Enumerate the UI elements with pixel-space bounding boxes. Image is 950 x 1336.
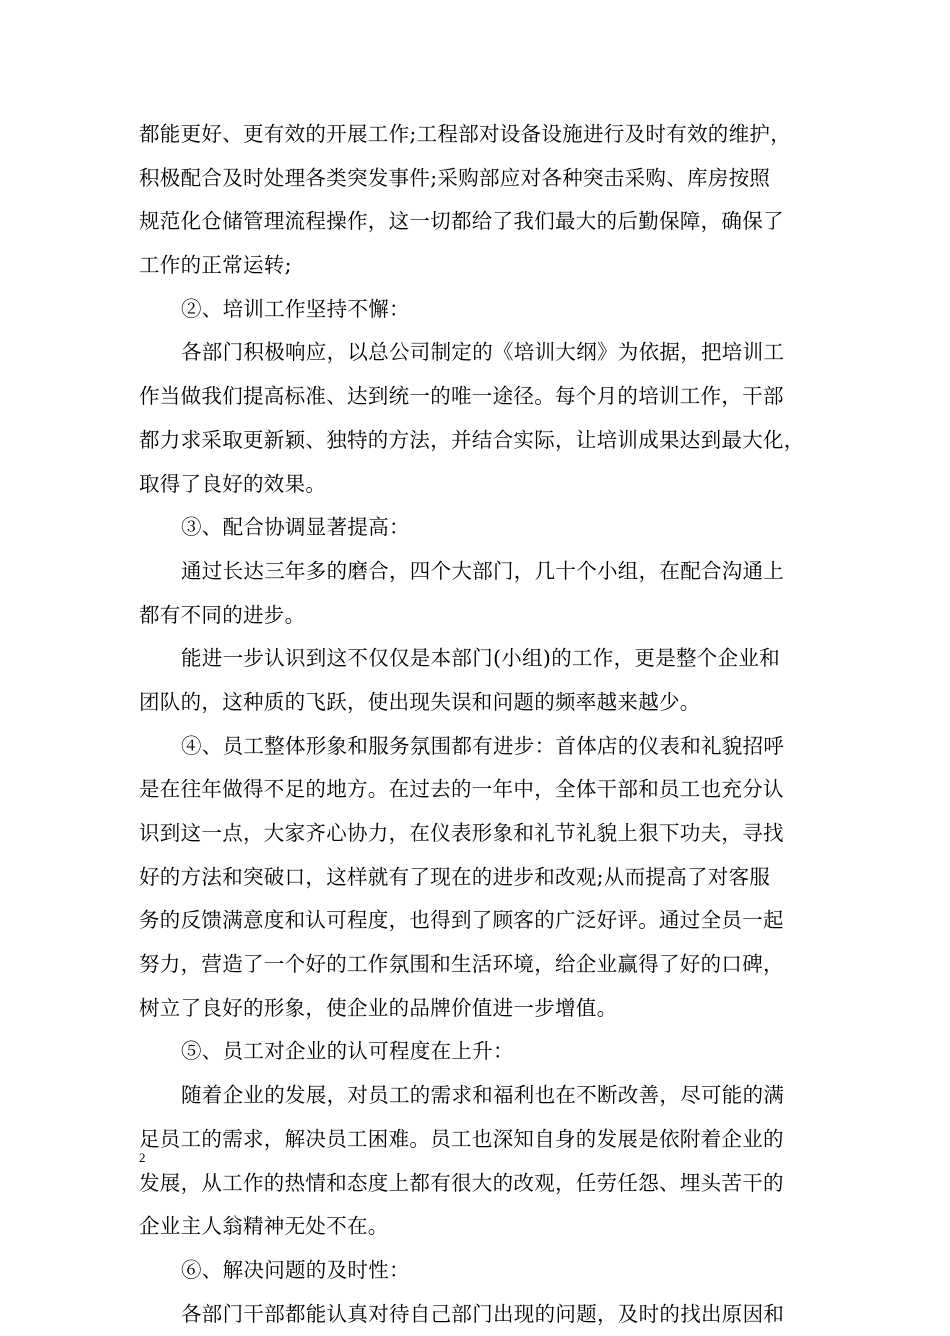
text-line: 务的反馈满意度和认可程度，也得到了顾客的广泛好评。通过全员一起 bbox=[139, 908, 784, 933]
text-line: 都力求采取更新颖、独特的方法，并结合实际，让培训成果达到最大化， bbox=[139, 427, 805, 452]
text-line: 各部门干部都能认真对待自己部门出现的问题，及时的找出原因和 bbox=[181, 1301, 785, 1326]
text-line: 团队的，这种质的飞跃，使出现失误和问题的频率越来越少。 bbox=[139, 689, 701, 714]
page-number: 2 bbox=[139, 1150, 146, 1165]
text-line: 足员工的需求，解决员工困难。员工也深知自身的发展是依附着企业的 bbox=[139, 1126, 784, 1151]
section-heading-image: ④、员工整体形象和服务氛围都有进步：首体店的仪表和礼貌招呼 bbox=[181, 733, 785, 758]
text-line: 工作的正常运转; bbox=[139, 253, 292, 278]
section-heading-coordination: ③、配合协调显著提高： bbox=[181, 515, 410, 540]
text-line: 是在往年做得不足的地方。在过去的一年中，全体干部和员工也充分认 bbox=[139, 777, 784, 802]
text-line: 积极配合及时处理各类突发事件;采购部应对各种突击采购、库房按照 bbox=[139, 165, 771, 190]
text-line: 通过长达三年多的磨合，四个大部门，几十个小组，在配合沟通上 bbox=[181, 558, 785, 583]
text-line: 作当做我们提高标准、达到统一的唯一途径。每个月的培训工作，干部 bbox=[139, 384, 784, 409]
text-line: 企业主人翁精神无处不在。 bbox=[139, 1214, 389, 1239]
text-line: 都能更好、更有效的开展工作;工程部对设备设施进行及时有效的维护， bbox=[139, 122, 792, 146]
section-heading-training: ②、培训工作坚持不懈： bbox=[181, 296, 410, 321]
text-line: 发展，从工作的热情和态度上都有很大的改观，任劳任怨、埋头苦干的 bbox=[139, 1170, 784, 1195]
section-heading-recognition: ⑤、员工对企业的认可程度在上升： bbox=[181, 1039, 514, 1064]
text-line: 树立了良好的形象，使企业的品牌价值进一步增值。 bbox=[139, 995, 618, 1020]
text-line: 取得了良好的效果。 bbox=[139, 471, 327, 496]
text-line: 规范化仓储管理流程操作，这一切都给了我们最大的后勤保障，确保了 bbox=[139, 209, 784, 234]
text-line: 各部门积极响应，以总公司制定的《培训大纲》为依据，把培训工 bbox=[181, 340, 785, 365]
text-line: 能进一步认识到这不仅仅是本部门(小组)的工作，更是整个企业和 bbox=[181, 646, 780, 671]
text-line: 都有不同的进步。 bbox=[139, 602, 306, 627]
text-line: 努力，营造了一个好的工作氛围和生活环境，给企业赢得了好的口碑， bbox=[139, 952, 784, 977]
document-body bbox=[139, 113, 819, 1336]
text-line: 好的方法和突破口，这样就有了现在的进步和改观;从而提高了对客服 bbox=[139, 864, 771, 889]
text-line: 识到这一点，大家齐心协力，在仪表形象和礼节礼貌上狠下功夫，寻找 bbox=[139, 821, 784, 845]
text-line: 随着企业的发展，对员工的需求和福利也在不断改善，尽可能的满 bbox=[181, 1083, 785, 1108]
section-heading-timeliness: ⑥、解决问题的及时性： bbox=[181, 1257, 410, 1282]
